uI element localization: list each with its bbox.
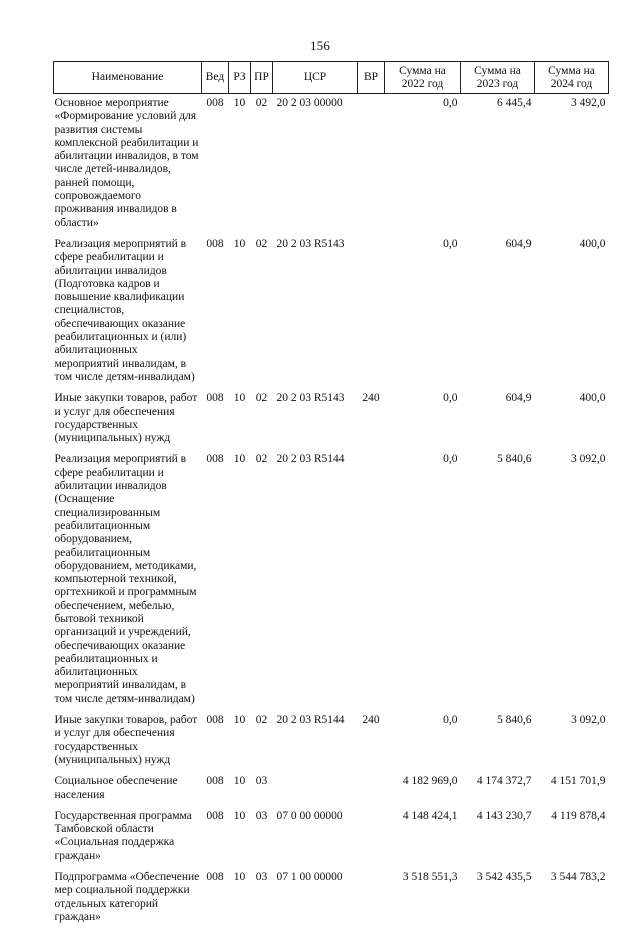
table-row xyxy=(54,868,609,929)
row-pr: 02 xyxy=(255,237,268,250)
header-ved: Вед xyxy=(202,62,229,94)
row-sum-2024: 400,0 xyxy=(579,237,606,250)
budget-table xyxy=(53,61,609,929)
row-rz: 10 xyxy=(233,97,246,109)
row-csr: 20 2 03 R5143 xyxy=(276,237,345,250)
row-sum-2022: 0,0 xyxy=(443,237,458,250)
table-row xyxy=(54,450,609,711)
row-csr: 20 2 03 R5143 xyxy=(276,392,345,405)
table-row xyxy=(54,711,609,772)
row-vr xyxy=(358,450,385,711)
row-sum-2024: 4 119 878,4 xyxy=(551,809,606,822)
row-pr: 02 xyxy=(255,714,268,727)
header-vr: ВР xyxy=(358,62,385,94)
row-pr: 03 xyxy=(255,871,268,884)
row-ved: 008 xyxy=(206,97,224,109)
table-row xyxy=(54,772,609,807)
row-ved: 008 xyxy=(206,809,224,822)
row-vr: 240 xyxy=(362,714,380,727)
row-vr: 240 xyxy=(362,392,380,405)
row-name: Основное мероприятие «Формирование условий для развития системы комплексной реабилитации и абилитации инвалидов, в том числе детей-инвалидов, ранней помощи, сопровождаемого проживания инвалидов в области» xyxy=(54,97,199,229)
row-vr xyxy=(358,772,385,807)
row-sum-2024: 3 492,0 xyxy=(571,97,606,109)
row-ved: 008 xyxy=(206,871,224,884)
table-row xyxy=(54,94,609,235)
table-row xyxy=(54,235,609,389)
row-csr: 07 1 00 00000 xyxy=(276,871,343,884)
row-pr: 03 xyxy=(255,775,268,788)
row-rz: 10 xyxy=(233,714,246,727)
row-rz: 10 xyxy=(233,809,246,822)
header-csr: ЦСР xyxy=(273,62,358,94)
row-csr: 20 2 03 00000 xyxy=(276,97,343,109)
header-rz: РЗ xyxy=(229,62,251,94)
row-name: Социальное обеспечение населения xyxy=(54,775,178,801)
row-sum-2023: 604,9 xyxy=(505,237,532,250)
row-name: Реализация мероприятий в сфере реабилитации и абилитации инвалидов (Оснащение специализированным реабилитационным оборудованием, реабилитационным оборудованием, методиками, компьютерной техникой, оргтехникой и программным обеспечением, мебелью, бытовой техникой организаций и учреждений, обеспечивающих оказание реабилитационных и абилитационных мероприятий инвалидам, в том числе детям-инвалидам) xyxy=(54,453,197,705)
row-rz: 10 xyxy=(233,775,246,788)
header-name: Наименование xyxy=(54,62,202,94)
row-csr: 20 2 03 R5144 xyxy=(276,453,345,466)
row-sum-2024: 3 092,0 xyxy=(571,453,606,466)
row-rz: 10 xyxy=(233,453,246,466)
table-row xyxy=(54,389,609,450)
row-sum-2022: 4 182 969,0 xyxy=(402,775,458,788)
row-sum-2024: 3 092,0 xyxy=(571,714,606,727)
row-rz: 10 xyxy=(233,237,246,250)
table-header-row xyxy=(54,62,609,94)
row-sum-2022: 4 148 424,1 xyxy=(402,809,458,822)
row-ved: 008 xyxy=(206,392,224,405)
row-sum-2023: 5 840,6 xyxy=(497,453,532,466)
row-sum-2023: 4 143 230,7 xyxy=(476,809,532,822)
header-sum-2023: Сумма на 2023 год xyxy=(461,62,535,94)
row-vr xyxy=(358,94,385,235)
row-name: Иные закупки товаров, работ и услуг для обеспечения государственных (муниципальных) нужд xyxy=(54,392,198,445)
row-vr xyxy=(358,235,385,389)
row-csr: 07 0 00 00000 xyxy=(276,809,343,822)
row-sum-2023: 5 840,6 xyxy=(497,714,532,727)
row-rz: 10 xyxy=(233,871,246,884)
row-name: Подпрограмма «Обеспечение мер социальной поддержки отдельных категорий граждан» xyxy=(54,871,200,923)
row-sum-2023: 6 445,4 xyxy=(497,97,532,109)
page-number: 156 xyxy=(309,38,331,53)
row-name: Государственная программа Тамбовской области «Социальная поддержка граждан» xyxy=(54,809,192,862)
row-ved: 008 xyxy=(206,453,224,466)
row-vr xyxy=(358,807,385,868)
row-pr: 02 xyxy=(255,392,268,405)
header-sum-2024: Сумма на 2024 год xyxy=(535,62,609,94)
row-ved: 008 xyxy=(206,237,224,250)
row-rz: 10 xyxy=(233,392,246,405)
row-sum-2024: 4 151 701,9 xyxy=(550,775,606,788)
row-ved: 008 xyxy=(206,775,224,788)
row-vr xyxy=(358,868,385,929)
row-sum-2023: 3 542 435,5 xyxy=(476,871,532,884)
row-pr: 02 xyxy=(255,97,268,109)
row-csr: 20 2 03 R5144 xyxy=(276,714,345,727)
row-name: Реализация мероприятий в сфере реабилитации и абилитации инвалидов (Подготовка кадров и повышение квалификации специалистов, обеспечивающих оказание реабилитационных и (или) абилитационных мероприятий инвалидам, в том числе детям-инвалидам) xyxy=(54,237,195,383)
row-sum-2023: 604,9 xyxy=(505,392,532,405)
row-pr: 03 xyxy=(255,809,268,822)
row-name: Иные закупки товаров, работ и услуг для обеспечения государственных (муниципальных) нужд xyxy=(54,714,198,766)
row-sum-2022: 3 518 551,3 xyxy=(402,871,458,884)
row-sum-2022: 0,0 xyxy=(443,392,458,405)
row-pr: 02 xyxy=(255,453,268,466)
row-sum-2022: 0,0 xyxy=(443,97,458,109)
row-sum-2022: 0,0 xyxy=(443,714,458,727)
row-ved: 008 xyxy=(206,714,224,727)
table-row xyxy=(54,807,609,868)
row-sum-2024: 400,0 xyxy=(579,392,606,405)
row-sum-2023: 4 174 372,7 xyxy=(476,775,532,788)
header-sum-2022: Сумма на 2022 год xyxy=(385,62,461,94)
row-csr xyxy=(273,772,358,807)
row-sum-2024: 3 544 783,2 xyxy=(550,871,606,884)
header-pr: ПР xyxy=(251,62,273,94)
row-sum-2022: 0,0 xyxy=(443,453,458,466)
